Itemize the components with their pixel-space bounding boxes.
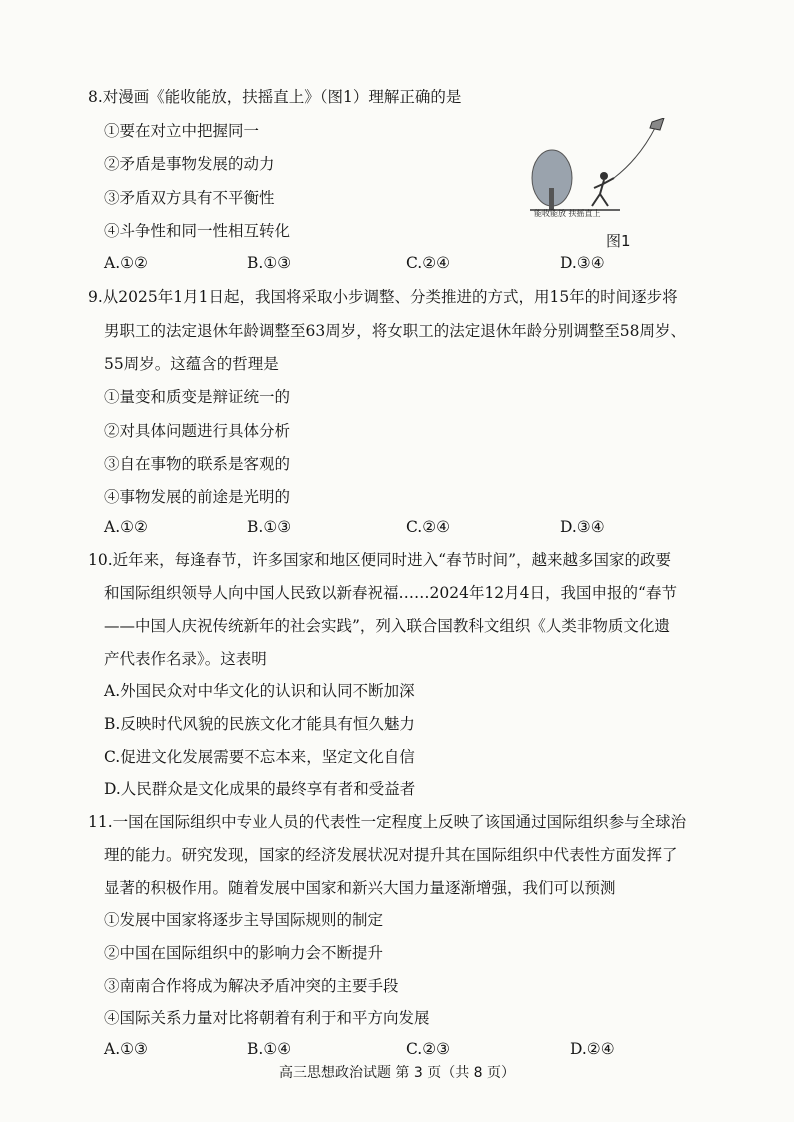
q11-option-3: ③南南合作将成为解决矛盾冲突的主要手段 bbox=[104, 977, 399, 995]
q8-choice-d: D.③④ bbox=[560, 254, 605, 272]
q9-stem-line-1: 9.从2025年1月1日起，我国将采取小步调整、分类推进的方式，用15年的时间逐步将 bbox=[88, 288, 678, 306]
q11-choice-d: D.②④ bbox=[570, 1040, 615, 1058]
q9-option-1: ①量变和质变是辩证统一的 bbox=[104, 388, 291, 406]
q8-stem: 8.对漫画《能收能放，扶摇直上》（图1）理解正确的是 bbox=[88, 88, 462, 106]
q11-stem-line-1: 11.一国在国际组织中专业人员的代表性一定程度上反映了该国通过国际组织参与全球治 bbox=[88, 813, 687, 831]
q11-option-1: ①发展中国家将逐步主导国际规则的制定 bbox=[104, 911, 384, 929]
q11-stem-line-3: 显著的积极作用。随着发展中国家和新兴大国力量逐渐增强，我们可以预测 bbox=[104, 879, 616, 897]
q11-option-2: ②中国在国际组织中的影响力会不断提升 bbox=[104, 944, 384, 962]
figure-1-label: 图1 bbox=[606, 232, 631, 250]
figure-inner-caption: 能收能放 扶摇直上 bbox=[534, 209, 601, 218]
q9-option-4: ④事物发展的前途是光明的 bbox=[104, 488, 291, 506]
q9-stem-line-3: 55周岁。这蕴含的哲理是 bbox=[104, 355, 279, 373]
q8-option-1: ①要在对立中把握同一 bbox=[104, 122, 260, 140]
q11-choices bbox=[104, 1040, 664, 1064]
q9-stem-line-2: 男职工的法定退休年龄调整至63周岁，将女职工的法定退休年龄分别调整至58周岁、 bbox=[104, 322, 686, 340]
q8-choice-b: B.①③ bbox=[247, 254, 292, 272]
q9-choice-d: D.③④ bbox=[560, 518, 605, 536]
kite-cartoon-figure bbox=[530, 118, 670, 250]
q10-stem-line-4: 产代表作名录》。这表明 bbox=[104, 650, 267, 668]
q8-option-3: ③矛盾双方具有不平衡性 bbox=[104, 189, 275, 207]
q11-choice-a: A.①③ bbox=[104, 1040, 148, 1058]
q8-choices bbox=[104, 254, 664, 278]
q9-choice-b: B.①③ bbox=[247, 518, 292, 536]
q11-stem-line-2: 理的能力。研究发现，国家的经济发展状况对提升其在国际组织中代表性方面发挥了 bbox=[104, 846, 678, 864]
q11-choice-c: C.②③ bbox=[406, 1040, 451, 1058]
q8-option-2: ②矛盾是事物发展的动力 bbox=[104, 155, 275, 173]
q9-choice-c: C.②④ bbox=[406, 518, 451, 536]
q10-stem-line-1: 10.近年来，每逢春节，许多国家和地区便同时进入“春节时间”，越来越多国家的政要 bbox=[88, 551, 672, 569]
q10-option-a: A.外国民众对中华文化的认识和认同不断加深 bbox=[104, 682, 415, 700]
q10-stem-line-2: 和国际组织领导人向中国人民致以新春祝福……2024年12月4日，我国申报的“春节 bbox=[104, 584, 677, 602]
q8-choice-a: A.①② bbox=[104, 254, 148, 272]
q9-choices bbox=[104, 518, 664, 542]
page-footer: 高三思想政治试题 第 3 页（共 8 页） bbox=[278, 1065, 516, 1081]
q11-choice-b: B.①④ bbox=[247, 1040, 292, 1058]
q8-option-4: ④斗争性和同一性相互转化 bbox=[104, 222, 291, 240]
q10-stem-line-3: ——中国人庆祝传统新年的社会实践”，列入联合国教科文组织《人类非物质文化遗 bbox=[104, 617, 670, 635]
q11-option-4: ④国际关系力量对比将朝着有利于和平方向发展 bbox=[104, 1009, 430, 1027]
q8-choice-c: C.②④ bbox=[406, 254, 451, 272]
q10-option-c: C.促进文化发展需要不忘本来，坚定文化自信 bbox=[104, 748, 415, 766]
q9-option-3: ③自在事物的联系是客观的 bbox=[104, 455, 291, 473]
q9-choice-a: A.①② bbox=[104, 518, 148, 536]
q10-option-d: D.人民群众是文化成果的最终享有者和受益者 bbox=[104, 780, 416, 798]
q10-option-b: B.反映时代风貌的民族文化才能具有恒久魅力 bbox=[104, 715, 415, 733]
q9-option-2: ②对具体问题进行具体分析 bbox=[104, 422, 291, 440]
